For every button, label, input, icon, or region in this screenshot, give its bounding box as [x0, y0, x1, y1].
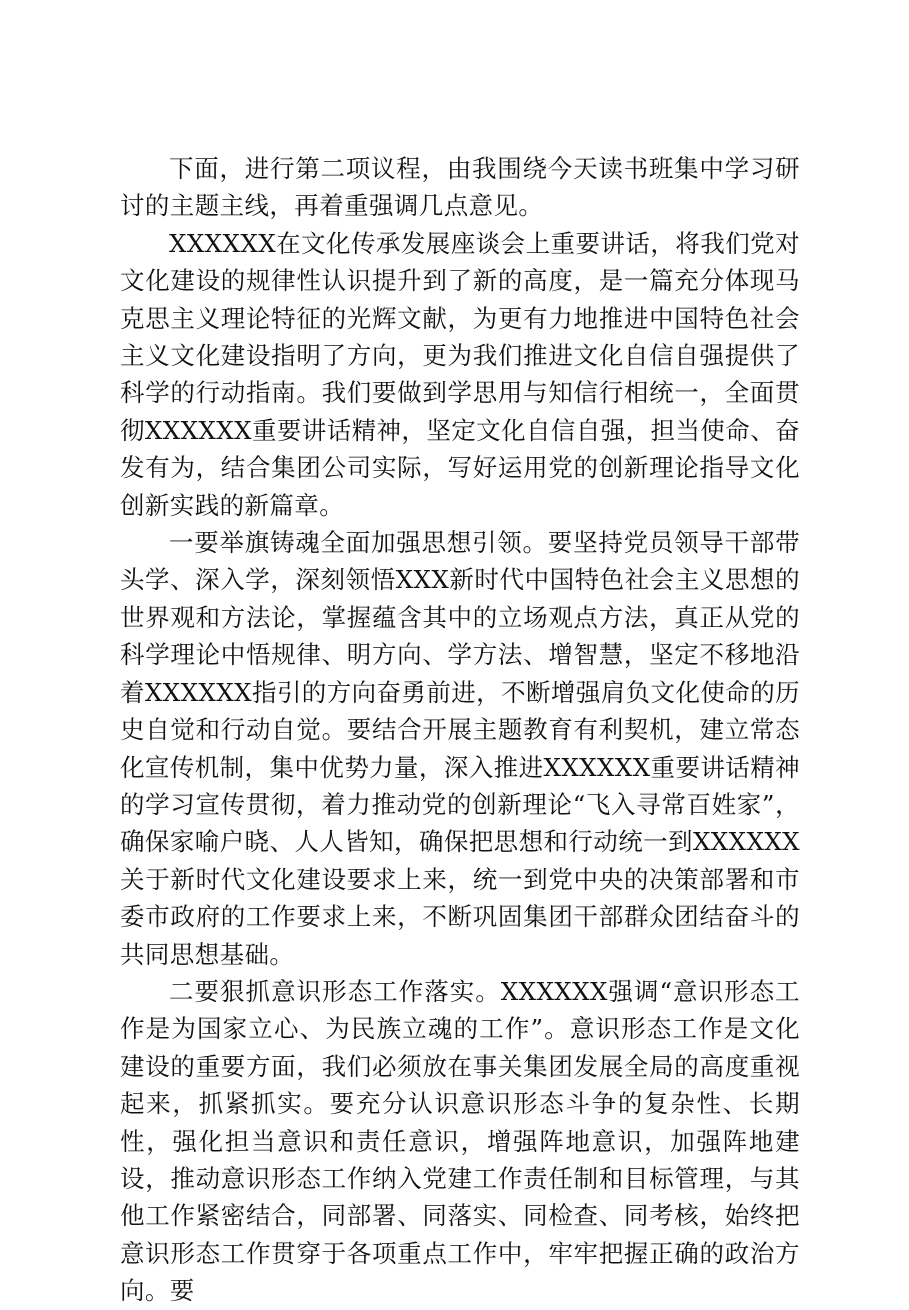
document-body — [120, 150, 800, 1310]
paragraph-point-two: 二要狠抓意识形态工作落实。XXXXXX强调“意识形态工作是为国家立心、为民族立魂的工作”。意识形态工作是文化建设的重要方面，我们必须放在事关集团发展全局的高度重视起来，抓紧抓实。要充分认识意识形态斗争的复杂性、长期性，强化担当意识和责任意识，增强阵地意识，加强阵地建设，推动意识形态工作纳入党建工作责任制和目标管理，与其他工作紧密结合，同部署、同落实、同检查、同考核，始终把意识形态工作贯穿于各项重点工作中，牢牢把握正确的政治方向。要 — [120, 976, 800, 1306]
paragraph-intro: 下面，进行第二项议程，由我围绕今天读书班集中学习研讨的主题主线，再着重强调几点意见。 — [120, 154, 800, 221]
paragraph-speech-summary: XXXXXX在文化传承发展座谈会上重要讲话，将我们党对文化建设的规律性认识提升到了新的高度，是一篇充分体现马克思主义理论特征的光辉文献，为更有力地推进中国特色社会主义文化建设指明了方向，更为我们推进文化自信自强提供了科学的行动指南。我们要做到学思用与知信行相统一，全面贯彻XXXXXX重要讲话精神，坚定文化自信自强，担当使命、奋发有为，结合集团公司实际，写好运用党的创新理论指导文化创新实践的新篇章。 — [120, 228, 800, 520]
paragraph-point-one: 一要举旗铸魂全面加强思想引领。要坚持党员领导干部带头学、深入学，深刻领悟XXX新时代中国特色社会主义思想的世界观和方法论，掌握蕴含其中的立场观点方法，真正从党的科学理论中悟规律、明方向、学方法、增智慧，坚定不移地沿着XXXXXX指引的方向奋勇前进，不断增强肩负文化使命的历史自觉和行动自觉。要结合开展主题教育有利契机，建立常态化宣传机制，集中优势力量，深入推进XXXXXX重要讲话精神的学习宣传贯彻，着力推动党的创新理论“飞入寻常百姓家”，确保家喻户晓、人人皆知，确保把思想和行动统一到XXXXXX关于新时代文化建设要求上来，统一到党中央的决策部署和市委市政府的工作要求上来，不断巩固集团干部群众团结奋斗的共同思想基础。 — [120, 528, 800, 969]
